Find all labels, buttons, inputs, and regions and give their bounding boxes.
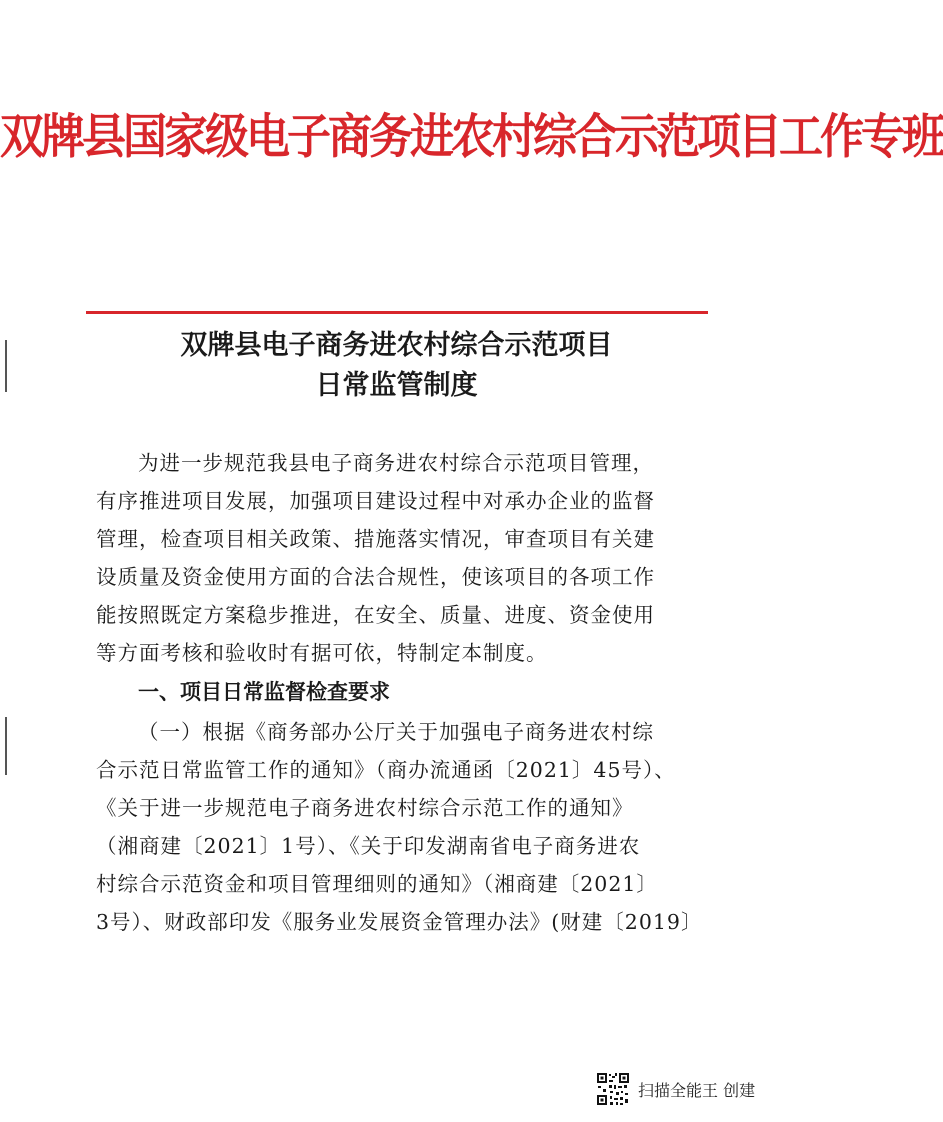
- section-line: 3号）、财政部印发《服务业发展资金管理办法》(财建〔2019〕: [96, 910, 703, 934]
- document-title-line-2: 日常监管制度: [315, 370, 478, 401]
- section-line: 《关于进一步规范电子商务进农村综合示范工作的通知》: [96, 796, 634, 820]
- scanner-label: 扫描全能王 创建: [638, 1080, 756, 1100]
- intro-line: 等方面考核和验收时有据可依，特制定本制度。: [96, 641, 548, 665]
- intro-line: 管理，检查项目相关政策、措施落实情况，审查项目有关建: [96, 527, 655, 551]
- section-line: 村综合示范资金和项目管理细则的通知》（湘商建〔2021〕: [96, 872, 658, 896]
- red-divider-line: [86, 311, 708, 314]
- intro-line: 有序推进项目发展，加强项目建设过程中对承办企业的监督: [96, 489, 655, 513]
- section-line: （湘商建〔2021〕1号）、《关于印发湖南省电子商务进农: [96, 834, 641, 858]
- intro-line: 设质量及资金使用方面的合法合规性，使该项目的各项工作: [96, 565, 655, 589]
- document-title-line-1: 双牌县电子商务进农村综合示范项目: [180, 330, 613, 361]
- section-line: （一）根据《商务部办公厅关于加强电子商务进农村综: [138, 720, 654, 744]
- qr-code-icon: [596, 1072, 630, 1106]
- binder-mark-bottom: [5, 717, 7, 775]
- agency-header-title: 双牌县国家级电子商务进农村综合示范项目工作专班: [0, 109, 943, 165]
- intro-line: 为进一步规范我县电子商务进农村综合示范项目管理，: [138, 451, 654, 475]
- section-line: 合示范日常监管工作的通知》（商办流通函〔2021〕45号）、: [96, 758, 676, 782]
- scanner-watermark: [596, 1072, 755, 1106]
- intro-line: 能按照既定方案稳步推进，在安全、质量、进度、资金使用: [96, 603, 655, 627]
- section-heading: 一、项目日常监督检查要求: [138, 680, 390, 704]
